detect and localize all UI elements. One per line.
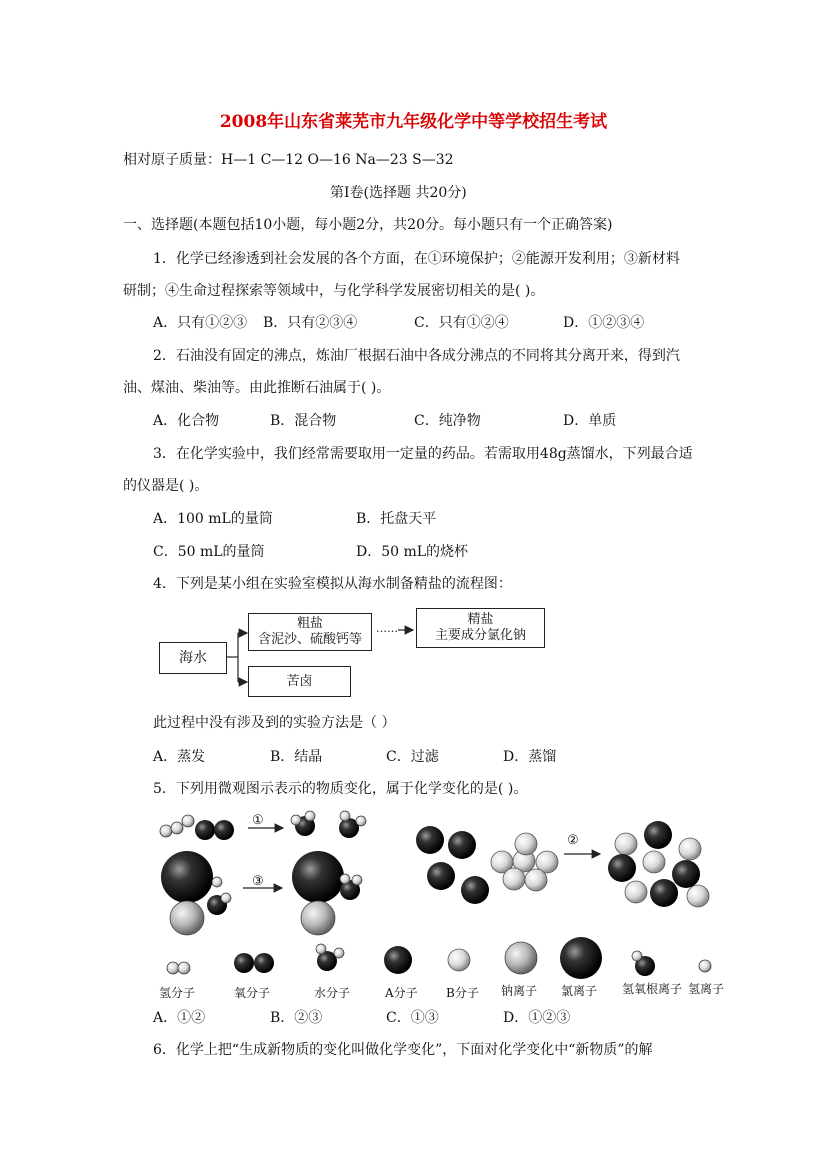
q5-option-d: D．①②③ [503, 1010, 571, 1026]
q4-line1: 4．下列是某小组在实验室模拟从海水制备精盐的流程图： [153, 576, 512, 592]
q1-option-a: A．只有①②③ [153, 315, 248, 331]
q1-option-d: D．①②③④ [563, 315, 645, 331]
legend-sodium-ion: 钠离子 [501, 984, 538, 998]
q4-option-a: A．蒸发 [153, 749, 206, 765]
q5-option-a: A．①② [153, 1010, 206, 1026]
legend-shapes [167, 937, 711, 979]
q3-option-d: D．50 mL的烧杯 [356, 544, 469, 560]
refined-salt-note: 主要成分氯化钠 [434, 628, 526, 643]
legend-oxygen-molecule: 氧分子 [234, 986, 271, 1000]
q5-option-b: B．②③ [270, 1010, 323, 1026]
refined-salt-label: 精盐 [467, 612, 494, 627]
q1-line2: 研制；④生命过程探索等领域中，与化学科学发展密切相关的是( )。 [123, 283, 545, 299]
q1-line1: 1．化学已经渗透到社会发展的各个方面，在①环境保护；②能源开发利用；③新材料 [153, 251, 680, 267]
q1-option-b: B．只有②③④ [263, 315, 358, 331]
q4-option-b: B．结晶 [270, 749, 323, 765]
legend-hydrogen-ion: 氢离子 [688, 982, 725, 996]
crude-salt-note: 含泥沙、硫酸钙等 [257, 632, 362, 647]
legend-water-molecule: 水分子 [314, 986, 351, 1000]
q2-line1: 2．石油没有固定的沸点，炼油厂根据石油中各成分沸点的不同将其分离开来，得到汽 [153, 348, 680, 364]
q6-line1: 6．化学上把“生成新物质的变化叫做化学变化”，下面对化学变化中“新物质”的解 [153, 1042, 653, 1058]
legend-chloride-ion: 氯离子 [561, 984, 598, 998]
q5-line1: 5．下列用微观图示表示的物质变化，属于化学变化的是( )。 [153, 781, 528, 797]
part-heading: 一、选择题(本题包括10小题，每小题2分，共20分。每小题只有一个正确答案) [123, 217, 613, 233]
reaction-3 [161, 851, 362, 935]
legend-a-molecule: A分子 [385, 986, 418, 1000]
q2-option-c: C．纯净物 [414, 413, 481, 429]
seawater-label: 海水 [179, 650, 207, 666]
q4-option-d: D．蒸馏 [503, 749, 557, 765]
q3-option-c: C．50 mL的量筒 [153, 544, 265, 560]
legend-hydroxide-ion: 氢氧根离子 [622, 982, 683, 996]
crude-salt-label: 粗盐 [296, 616, 323, 631]
q2-option-a: A．化合物 [153, 413, 220, 429]
exam-title: 2008年山东省莱芜市九年级化学中等学校招生考试 [219, 112, 608, 132]
q1-option-c: C．只有①②④ [414, 315, 509, 331]
q2-option-d: D．单质 [563, 413, 617, 429]
atomic-mass-line: 相对原子质量：H—1 C—12 O—16 Na—23 S—32 [123, 152, 454, 168]
reaction-2 [416, 821, 709, 907]
q3-option-a: A．100 mL的量筒 [153, 511, 273, 527]
q3-line1: 3．在化学实验中，我们经常需要取用一定量的药品。若需取用48g蒸馏水，下列最合适 [153, 446, 693, 462]
flow-dots: …… [376, 622, 398, 635]
q4-question: 此过程中没有涉及到的实验方法是（ ） [153, 715, 396, 731]
q2-line2: 油、煤油、柴油等。由此推断石油属于( )。 [123, 380, 391, 396]
q3-option-b: B．托盘天平 [356, 511, 437, 527]
bittern-label: 苦卤 [286, 674, 313, 689]
q2-option-b: B．混合物 [270, 413, 337, 429]
q5-option-c: C．①③ [386, 1010, 439, 1026]
reaction-label-2: ② [567, 833, 579, 848]
legend-hydrogen-molecule: 氢分子 [159, 986, 196, 1000]
reaction-label-1: ① [252, 813, 264, 828]
q4-option-c: C．过滤 [386, 749, 439, 765]
section-heading: 第Ⅰ卷(选择题 共20分) [330, 185, 467, 201]
q3-line2: 的仪器是( )。 [123, 478, 209, 494]
legend-b-molecule: B分子 [446, 986, 479, 1000]
reaction-label-3: ③ [252, 874, 264, 889]
